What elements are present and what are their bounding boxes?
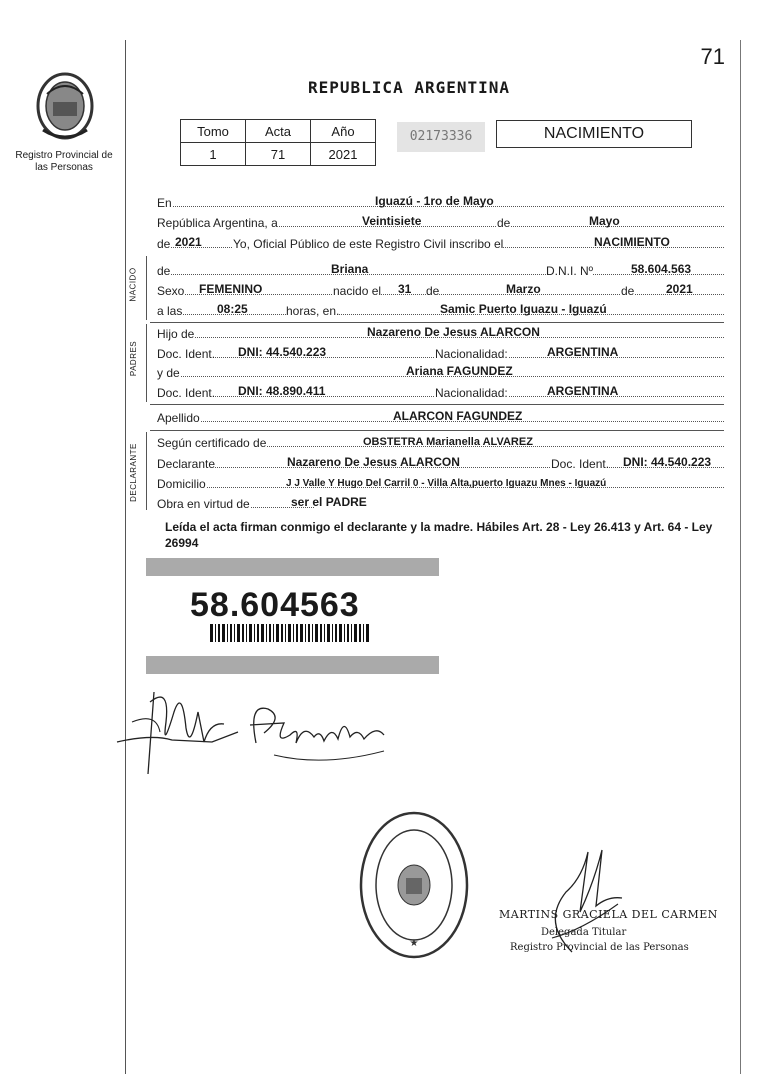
value-madre: Ariana FAGUNDEZ: [406, 364, 513, 378]
left-margin-line: [125, 40, 126, 1074]
serial-number: 02173336: [397, 122, 485, 152]
tomo-value: 1: [181, 143, 246, 166]
value-lugar: Iguazú - 1ro de Mayo: [375, 194, 494, 208]
declarante-bracket: [146, 432, 147, 510]
label-a-las: a las: [157, 304, 183, 318]
label-oficial: Yo, Oficial Público de este Registro Civil inscribo el: [233, 237, 504, 251]
label-republica: República Argentina, a: [157, 216, 278, 230]
country-title: REPUBLICA ARGENTINA: [308, 78, 511, 97]
act-type-box: NACIMIENTO: [496, 120, 692, 148]
label-nacionalidad: Nacionalidad:: [435, 347, 508, 361]
official-org: Registro Provincial de las Personas: [510, 942, 689, 953]
label-segun: Según certificado de: [157, 436, 267, 450]
anio-header: Año: [311, 120, 376, 143]
value-madre-doc: DNI: 48.890.411: [238, 384, 326, 398]
separator: [150, 430, 724, 431]
row-apellido: [157, 407, 724, 425]
svg-text:★: ★: [409, 938, 419, 949]
official-name: MARTINS GRACIELA DEL CARMEN: [499, 908, 718, 921]
value-sexo: FEMENINO: [199, 282, 263, 296]
value-obra: ser el PADRE: [291, 495, 367, 509]
label-declarante: Declarante: [157, 457, 216, 471]
mother-signature: [244, 695, 390, 767]
section-declarante: DECLARANTE: [128, 443, 138, 502]
label-de-anio2: de: [621, 284, 635, 298]
value-dia-letras: Veintisiete: [362, 214, 422, 228]
row-inscribe: [157, 233, 724, 251]
label-obra: Obra en virtud de: [157, 497, 250, 511]
value-madre-nac: ARGENTINA: [547, 384, 619, 398]
acta-header: Acta: [246, 120, 311, 143]
separator: [150, 404, 724, 405]
value-mes: Mayo: [589, 214, 620, 228]
dni-number-large: 58.604563: [190, 586, 360, 624]
label-nacido-el: nacido el: [333, 284, 382, 298]
value-padre-nac: ARGENTINA: [547, 345, 619, 359]
row-padre: [157, 323, 724, 341]
dni-band-bottom: [146, 656, 439, 674]
label-sexo: Sexo: [157, 284, 185, 298]
label-apellido: Apellido: [157, 411, 200, 425]
misiones-coat-of-arms-logo: [33, 68, 97, 148]
row-lugar: [157, 192, 724, 210]
right-margin-line: [740, 40, 741, 1074]
value-dni: 58.604.563: [631, 262, 692, 276]
page-number: 71: [700, 44, 725, 69]
section-padres: PADRES: [129, 340, 139, 377]
value-nac-dia: 31: [398, 282, 412, 296]
label-en: En: [157, 196, 172, 210]
acta-value: 71: [246, 143, 311, 166]
legal-legend: Leída el acta firman conmigo el declarante y la madre. Hábiles Art. 28 - Ley 26.413 y Art. 64 - Ley 26994: [165, 520, 713, 550]
label-domicilio: Domicilio: [157, 477, 206, 491]
label-doc-ident: Doc. Ident.: [157, 347, 216, 361]
label-doc-ident2: Doc. Ident.: [157, 386, 216, 400]
value-nac-anio: 2021: [666, 282, 693, 296]
padres-bracket: [146, 324, 147, 402]
row-declarante: [157, 453, 724, 471]
label-nacionalidad2: Nacionalidad:: [435, 386, 508, 400]
value-apellido: ALARCON FAGUNDEZ: [393, 409, 523, 423]
declarant-signature: [112, 682, 242, 782]
label-de-anio: de: [157, 237, 171, 251]
label-de-nombre: de: [157, 264, 171, 278]
row-nombre: [157, 260, 724, 278]
row-obra: [157, 493, 724, 511]
value-declarante-doc: DNI: 44.540.223: [623, 455, 712, 469]
registry-seal: [358, 810, 470, 960]
dni-barcode: [210, 624, 370, 642]
value-padre-doc: DNI: 44.540.223: [238, 345, 327, 359]
value-declarante: Nazareno De Jesus ALARCON: [287, 455, 460, 469]
row-sexo: [157, 280, 724, 298]
label-dni: D.N.I. Nº: [546, 264, 594, 278]
official-role: Delegada Titular: [541, 927, 627, 938]
value-domicilio: J J Valle Y Hugo Del Carril 0 - Villa Alta,puerto Iguazu Mnes - Iguazú: [286, 478, 607, 489]
row-certificado: [157, 432, 724, 450]
label-de-dia: de: [426, 284, 440, 298]
label-hijo-de: Hijo de: [157, 327, 195, 341]
label-y-de: y de: [157, 366, 180, 380]
value-tipo: NACIMIENTO: [594, 235, 670, 249]
label-doc-ident3: Doc. Ident.: [551, 457, 610, 471]
value-anio: 2021: [175, 235, 202, 249]
row-madre: [157, 362, 724, 380]
value-certificado: OBSTETRA Marianella ALVAREZ: [363, 436, 533, 448]
tomo-header: Tomo: [181, 120, 246, 143]
registry-table: [180, 119, 376, 166]
value-nac-mes: Marzo: [506, 282, 541, 296]
value-nombre: Briana: [331, 262, 369, 276]
section-nacido: NACIDO: [128, 267, 138, 302]
row-domicilio: [157, 473, 724, 491]
registry-name: Registro Provincial de las Personas: [15, 150, 113, 173]
row-hora: [157, 300, 724, 318]
row-padre-doc: [157, 343, 724, 361]
value-lugar-nac: Samic Puerto Iguazu - Iguazú: [440, 302, 607, 316]
row-madre-doc: [157, 382, 724, 400]
nacido-bracket: [146, 256, 147, 320]
row-fecha: [157, 212, 724, 230]
anio-value: 2021: [311, 143, 376, 166]
value-padre: Nazareno De Jesus ALARCON: [367, 325, 540, 339]
label-horas-en: horas, en.: [286, 304, 340, 318]
dni-band-top: [146, 558, 439, 576]
value-hora: 08:25: [217, 302, 248, 316]
label-de-mes: de: [497, 216, 511, 230]
